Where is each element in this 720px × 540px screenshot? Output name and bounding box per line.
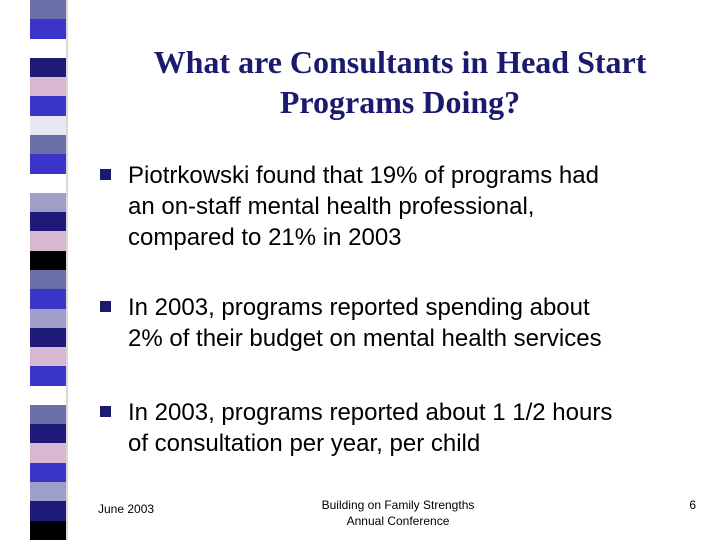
- stripe-segment: [30, 212, 66, 231]
- stripe-segment: [30, 463, 66, 482]
- decorative-stripe: [30, 0, 66, 540]
- stripe-segment: [30, 0, 66, 19]
- slide-title: [90, 42, 710, 122]
- stripe-segment: [30, 405, 66, 424]
- stripe-segment: [30, 521, 66, 540]
- stripe-segment: [30, 135, 66, 154]
- stripe-segment: [30, 347, 66, 366]
- stripe-shadow: [66, 0, 68, 540]
- title-line-2: Programs Doing?: [279, 84, 521, 120]
- stripe-segment: [30, 443, 66, 462]
- stripe-segment: [30, 77, 66, 96]
- stripe-segment: [30, 231, 66, 250]
- stripe-segment: [30, 424, 66, 443]
- bullet-text: In 2003, programs reported spending about 2% of their budget on mental health services: [128, 294, 602, 352]
- bullet-text: Piotrkowski found that 19% of programs had an on-staff mental health professional, compared to 21% in 2003: [128, 162, 599, 251]
- stripe-segment: [30, 501, 66, 520]
- stripe-segment: [30, 289, 66, 308]
- stripe-segment: [30, 174, 66, 193]
- bullet-text: In 2003, programs reported about 1 1/2 hours of consultation per year, per child: [128, 399, 613, 457]
- stripe-segment: [30, 193, 66, 212]
- title-line-1: What are Consultants in Head Start: [153, 44, 647, 80]
- stripe-segment: [30, 251, 66, 270]
- square-bullet-icon: [100, 406, 111, 417]
- stripe-segment: [30, 96, 66, 115]
- stripe-segment: [30, 19, 66, 38]
- stripe-segment: [30, 309, 66, 328]
- stripe-segment: [30, 366, 66, 385]
- footer-page-number: 6: [689, 498, 696, 512]
- stripe-segment: [30, 328, 66, 347]
- stripe-segment: [30, 154, 66, 173]
- stripe-segment: [30, 482, 66, 501]
- stripe-segment: [30, 116, 66, 135]
- stripe-segment: [30, 270, 66, 289]
- stripe-segment: [30, 386, 66, 405]
- footer-conference: Building on Family Strengths Annual Conference: [321, 498, 475, 528]
- footer-date: June 2003: [98, 502, 155, 516]
- square-bullet-icon: [100, 169, 111, 180]
- square-bullet-icon: [100, 301, 111, 312]
- stripe-segment: [30, 58, 66, 77]
- stripe-segment: [30, 39, 66, 58]
